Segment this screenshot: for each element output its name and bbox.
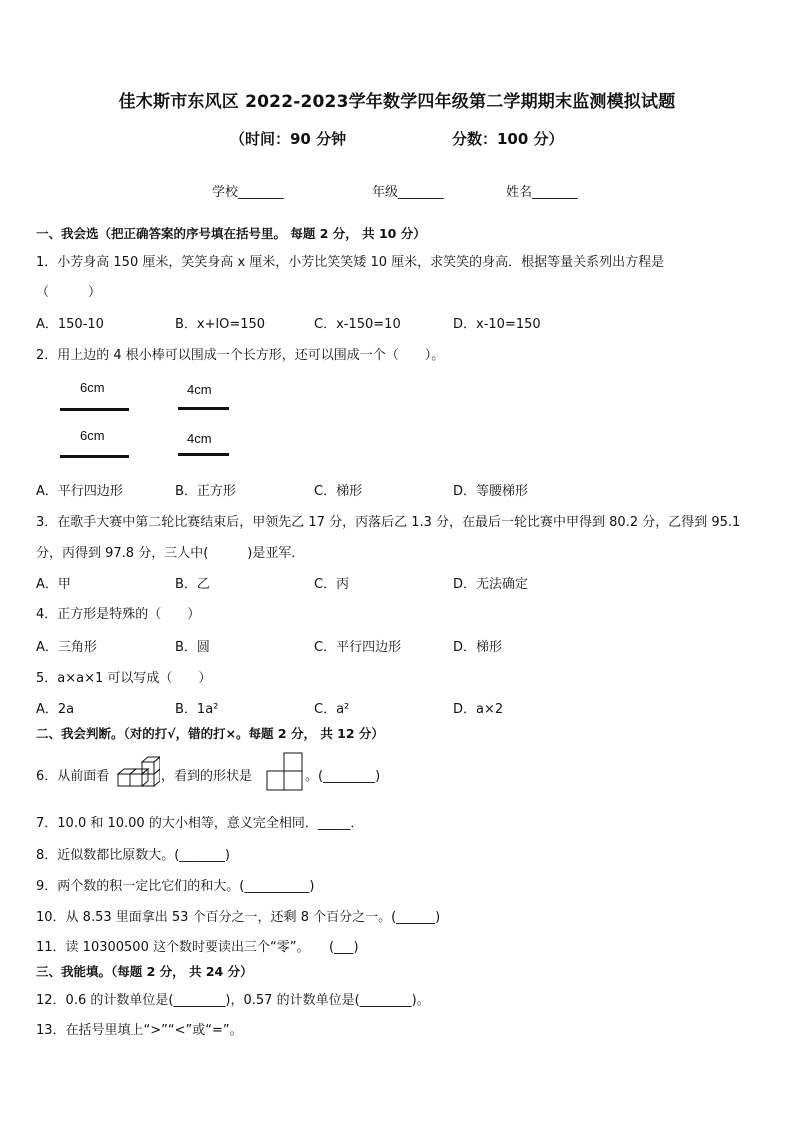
q3-option-a: A．甲 <box>36 577 71 592</box>
q10-text: 10．从 8.53 里面拿出 53 个百分之一，还剩 8 个百分之一。(______) <box>36 910 441 925</box>
cubes-figure <box>116 752 160 790</box>
stick <box>178 407 229 410</box>
q1-option-a: A．150-10 <box>36 317 104 332</box>
q5-option-b: B．1a² <box>175 702 219 717</box>
stick <box>60 408 129 411</box>
q1-text-line2: （ ） <box>36 285 102 300</box>
q4-option-c: C．平行四边形 <box>314 640 402 655</box>
q5-option-a: A．2a <box>36 702 75 717</box>
q5-option-c: C．a² <box>314 702 350 717</box>
front-view-figure <box>266 752 306 792</box>
q5-text: 5．a×a×1 可以写成（ ） <box>36 671 212 686</box>
name-field: 姓名_______ <box>506 185 578 200</box>
section2-heading: 二、我会判断。（对的打√，错的打×。每题 2 分， 共 12 分） <box>36 726 384 741</box>
stick <box>178 453 229 456</box>
q4-option-a: A．三角形 <box>36 640 97 655</box>
q3-text-line1: 3．在歌手大赛中第二轮比赛结束后，甲领先乙 17 分，丙落后乙 1.3 分，在最后一轮比赛中甲得到 80.2 分，乙得到 95.1 <box>36 515 741 530</box>
q9-text: 9．两个数的积一定比它们的和大。(__________) <box>36 879 315 894</box>
q3-text-line2: 分，丙得到 97.8 分，三人中( )是亚军． <box>36 546 305 561</box>
stick <box>60 455 129 458</box>
section1-heading: 一、我会选（把正确答案的序号填在括号里。 每题 2 分， 共 10 分） <box>36 226 426 241</box>
exam-time: （时间：90 分钟 <box>230 130 347 148</box>
grade-field: 年级_______ <box>372 185 444 200</box>
q2-option-c: C．梯形 <box>314 484 363 499</box>
stick-label: 6cm <box>80 428 105 443</box>
q4-option-b: B．圆 <box>175 640 210 655</box>
section3-heading: 三、我能填。（每题 2 分， 共 24 分） <box>36 964 253 979</box>
stick-label: 6cm <box>80 380 105 395</box>
q6-text-mid: ，看到的形状是 <box>161 769 253 784</box>
q3-option-c: C．丙 <box>314 577 350 592</box>
q8-text: 8．近似数都比原数大。(_______) <box>36 848 230 863</box>
q12-text: 12．0.6 的计数单位是(________)，0.57 的计数单位是(________)。 <box>36 993 430 1008</box>
exam-score: 分数：100 分） <box>452 130 564 148</box>
q1-option-c: C．x-150=10 <box>314 317 401 332</box>
school-field: 学校_______ <box>212 185 284 200</box>
q5-option-d: D．a×2 <box>453 702 504 717</box>
q4-text: 4．正方形是特殊的（ ） <box>36 607 201 622</box>
page-title: 佳木斯市东风区 2022-2023学年数学四年级第二学期期末监测模拟试题 <box>118 92 676 112</box>
q2-option-b: B．正方形 <box>175 484 236 499</box>
q1-text-line1: 1．小芳身高 150 厘米，笑笑身高 x 厘米，小芳比笑笑矮 10 厘米，求笑笑的身高．根据等量关系列出方程是 <box>36 255 665 270</box>
q2-option-d: D．等腰梯形 <box>453 484 529 499</box>
q6-answer-blank: 。(________) <box>305 769 381 784</box>
q4-option-d: D．梯形 <box>453 640 503 655</box>
stick-label: 4cm <box>187 431 212 446</box>
q7-text: 7．10.0 和 10.00 的大小相等，意义完全相同．_____． <box>36 816 364 831</box>
q2-option-a: A．平行四边形 <box>36 484 123 499</box>
q13-text: 13．在括号里填上“>”“<”或“=”。 <box>36 1023 243 1038</box>
q3-option-d: D．无法确定 <box>453 577 529 592</box>
q2-text: 2．用上边的 4 根小棒可以围成一个长方形，还可以围成一个（ ）。 <box>36 348 445 363</box>
q6-text-start: 6．从前面看 <box>36 769 110 784</box>
q1-option-d: D．x-10=150 <box>453 317 541 332</box>
q11-text: 11．读 10300500 这个数时要读出三个“零”。 (___) <box>36 940 359 955</box>
q1-option-b: B．x+lO=150 <box>175 317 266 332</box>
q3-option-b: B．乙 <box>175 577 210 592</box>
stick-label: 4cm <box>187 382 212 397</box>
